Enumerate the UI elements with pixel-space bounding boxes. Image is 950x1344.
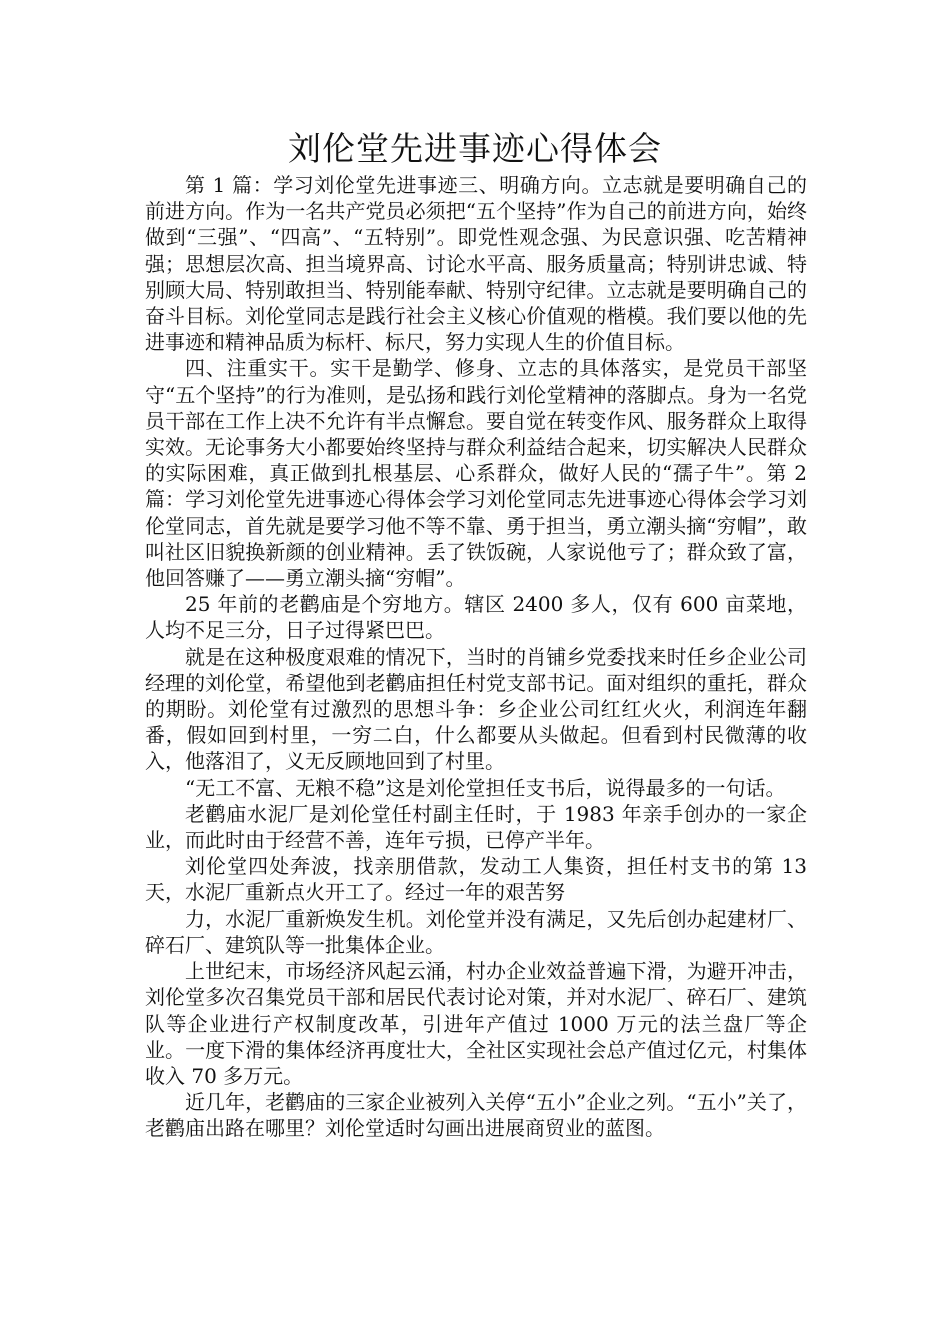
paragraph-5: “无工不富、无粮不稳”这是刘伦堂担任支书后，说得最多的一句话。 [185,775,786,800]
paragraph-9: 上世纪末，市场经济风起云涌，村办企业效益普遍下滑，为避开冲击，刘伦堂多次召集党员干部和居民代表讨论对策，并对水泥厂、碎石厂、建筑队等企业进行产权制度改革，引进年产值过 1000 万元的法兰盘厂等企业。一度下滑的集体经济再度壮大，全社区实现社会总产值过亿元，村集体收入 70 多万元。 [145,959,807,1088]
document-body [145,172,807,1142]
paragraph-4: 就是在这种极度艰难的情况下，当时的肖铺乡党委找来时任乡企业公司经理的刘伦堂，希望他到老鹳庙担任村党支部书记。面对组织的重托，群众的期盼。刘伦堂有过激烈的思想斗争：乡企业公司红红火火，利润连年翻番，假如回到村里，一穷二白，什么都要从头做起。但看到村民微薄的收入，他落泪了，义无反顾地回到了村里。 [145,644,807,774]
paragraph-1: 第 1 篇：学习刘伦堂先进事迹三、明确方向。立志就是要明确自己的前进方向。作为一名共产党员必须把“五个坚持”作为自己的前进方向，始终做到“三强”、“四高”、“五特别”。即党性观念强、为民意识强、吃苦精神强；思想层次高、担当境界高、讨论水平高、服务质量高；特别讲忠诚、特别顾大局、特别敢担当、特别能奉献、特别守纪律。立志就是要明确自己的奋斗目标。刘伦堂同志是践行社会主义核心价值观的楷模。我们要以他的先进事迹和精神品质为标杆、标尺，努力实现人生的价值目标。 [145,173,807,355]
document-title: 刘伦堂先进事迹心得体会 [288,129,662,168]
paragraph-6: 老鹳庙水泥厂是刘伦堂任村副主任时，于 1983 年亲手创办的一家企业，而此时由于经营不善，连年亏损，已停产半年。 [145,801,807,853]
paragraph-3: 25 年前的老鹳庙是个穷地方。辖区 2400 多人，仅有 600 亩菜地，人均不足三分，日子过得紧巴巴。 [145,592,807,643]
paragraph-10: 近几年，老鹳庙的三家企业被列入关停“五小”企业之列。“五小”关了，老鹳庙出路在哪里？刘伦堂适时勾画出进展商贸业的蓝图。 [145,1090,807,1141]
paragraph-2: 四、注重实干。实干是勤学、修身、立志的具体落实，是党员干部坚守“五个坚持”的行为准则，是弘扬和践行刘伦堂精神的落脚点。身为一名党员干部在工作上决不允许有半点懈怠。要自觉在转变作风、服务群众上取得实效。无论事务大小都要始终坚持与群众利益结合起来，切实解决人民群众的实际困难，真正做到扎根基层、心系群众，做好人民的“孺子牛”。第 2 篇：学习刘伦堂先进事迹心得体会学习刘伦堂同志先进事迹心得体会学习刘伦堂同志，首先就是要学习他不等不靠、勇于担当，勇立潮头摘“穷帽”，敢叫社区旧貌换新颜的创业精神。丢了铁饭碗，人家说他亏了；群众致了富，他回答赚了——勇立潮头摘“穷帽”。 [145,356,807,591]
paragraph-7: 刘伦堂四处奔波，找亲朋借款，发动工人集资，担任村支书的第 13 天，水泥厂重新点火开工了。经过一年的艰苦努 [145,854,807,905]
paragraph-8: 力，水泥厂重新焕发生机。刘伦堂并没有满足，又先后创办起建材厂、碎石厂、建筑队等一批集体企业。 [145,906,807,957]
